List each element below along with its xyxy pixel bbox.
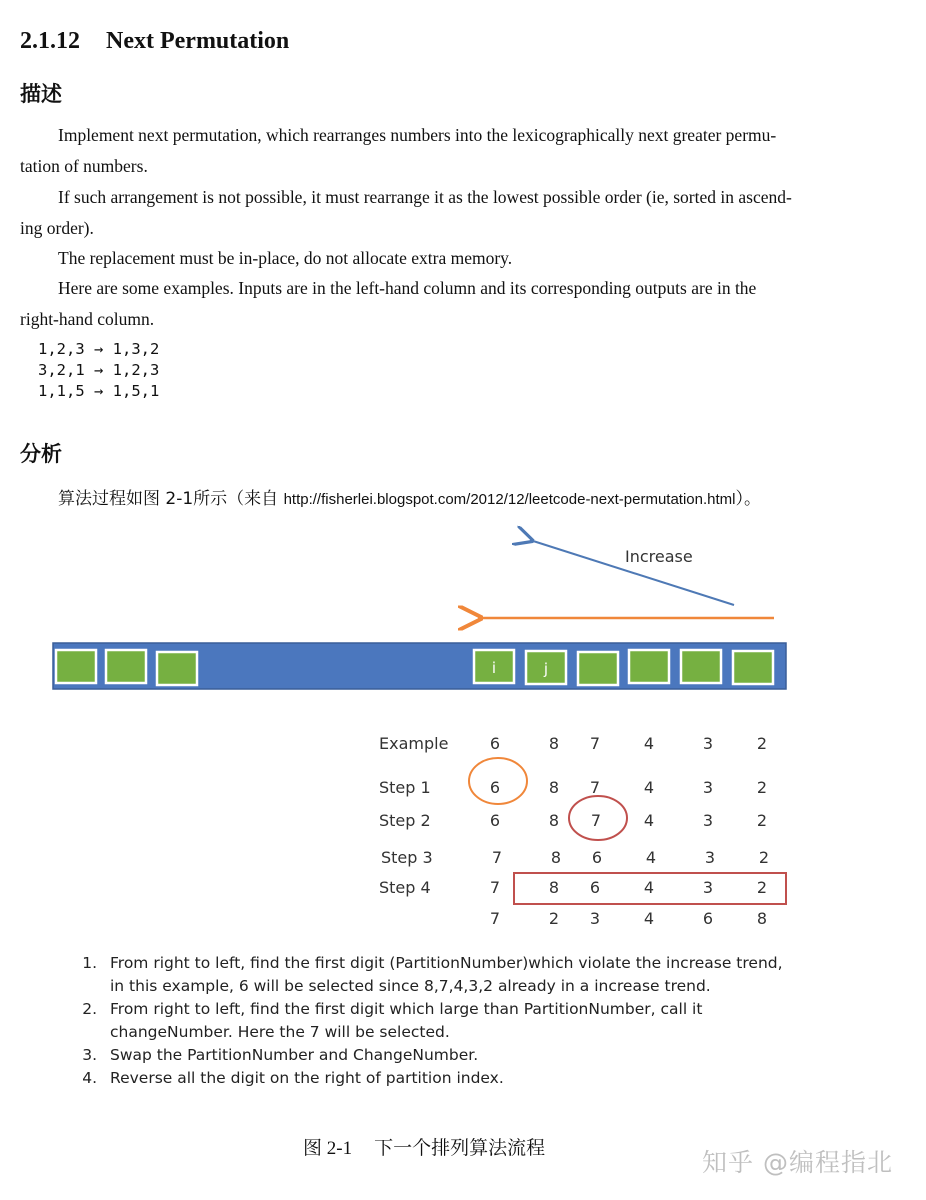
table-cell: 6 bbox=[489, 811, 501, 830]
section-title bbox=[20, 28, 289, 55]
array-cell bbox=[56, 650, 96, 683]
table-cell: 3 bbox=[702, 878, 714, 897]
table-cell: 3 bbox=[589, 909, 601, 928]
table-cell: 3 bbox=[702, 778, 714, 797]
table-cell: 6 bbox=[489, 778, 501, 797]
table-cell: 4 bbox=[643, 778, 655, 797]
table-cell: 8 bbox=[550, 848, 562, 867]
table-cell: 6 bbox=[702, 909, 714, 928]
table-cell: 6 bbox=[489, 734, 501, 753]
row-label: Example bbox=[379, 734, 449, 753]
table-cell: 3 bbox=[702, 734, 714, 753]
list-item: 1. From right to left, find the first digit (PartitionNumber)which violate the increase trend, in this example, 6 will be selected since 8,7,4,3,2 already in a increase trend. bbox=[102, 952, 788, 998]
source-link[interactable]: http://fisherlei.blogspot.com/2012/12/leetcode-next-permutation.html bbox=[283, 491, 736, 508]
row-label: Step 4 bbox=[379, 878, 431, 897]
analysis-suffix: ）。 bbox=[735, 489, 761, 509]
table-cell: 2 bbox=[756, 878, 768, 897]
watermark: 知乎 @编程指北 bbox=[702, 1148, 893, 1177]
permutation-figure bbox=[0, 520, 926, 950]
example-line: 1,1,5 → 1,5,1 bbox=[38, 382, 160, 400]
table-cell: 4 bbox=[643, 811, 655, 830]
table-cell: 7 bbox=[589, 734, 601, 753]
cell-i-label: i bbox=[491, 659, 497, 677]
table-cell: 6 bbox=[589, 878, 601, 897]
example-line: 1,2,3 → 1,3,2 bbox=[38, 340, 160, 358]
table-cell: 4 bbox=[643, 734, 655, 753]
increase-label: Increase bbox=[625, 547, 693, 566]
table-cell: 2 bbox=[758, 848, 770, 867]
list-item: 2. From right to left, find the first digit which large than PartitionNumber, call it changeNumber. Here the 7 will be selected. bbox=[102, 998, 788, 1044]
cell-j-label: j bbox=[543, 660, 549, 678]
example-line: 3,2,1 → 1,2,3 bbox=[38, 361, 160, 379]
table-cell: 8 bbox=[756, 909, 768, 928]
array-cell bbox=[733, 651, 773, 684]
table-cell: 7 bbox=[589, 778, 601, 797]
table-cell: 7 bbox=[491, 848, 503, 867]
steps-list bbox=[68, 952, 788, 1090]
table-cell: 8 bbox=[548, 878, 560, 897]
p1-line2: tation of numbers. bbox=[20, 155, 148, 176]
table-cell: 8 bbox=[548, 734, 560, 753]
paragraph-2 bbox=[20, 182, 854, 243]
table-cell: 4 bbox=[645, 848, 657, 867]
paragraph-1 bbox=[20, 120, 854, 181]
row-label: Step 2 bbox=[379, 811, 431, 830]
examples-block bbox=[38, 339, 159, 402]
table-cell: 7 bbox=[590, 811, 602, 830]
p2-line1: If such arrangement is not possible, it must rearrange it as the lowest possible order (ie, sorted in ascend- bbox=[58, 187, 792, 207]
analysis-text bbox=[58, 484, 761, 509]
array-cell bbox=[106, 650, 146, 683]
row-label: Step 3 bbox=[381, 848, 433, 867]
p1-line1: Implement next permutation, which rearranges numbers into the lexicographically next greater permu- bbox=[58, 125, 777, 145]
p4-line1: Here are some examples. Inputs are in the left-hand column and its corresponding outputs are in the bbox=[58, 278, 757, 298]
figure-caption bbox=[303, 1133, 545, 1160]
array-cell bbox=[629, 650, 669, 683]
table-cell: 6 bbox=[591, 848, 603, 867]
analysis-prefix: 算法过程如图 2-1所示（来自 bbox=[58, 489, 284, 509]
table-cell: 8 bbox=[548, 778, 560, 797]
table-cell: 4 bbox=[643, 878, 655, 897]
row-label: Step 1 bbox=[379, 778, 431, 797]
table-cell: 2 bbox=[756, 778, 768, 797]
p3-line: The replacement must be in-place, do not allocate extra memory. bbox=[58, 248, 513, 268]
array-cell bbox=[578, 652, 618, 685]
figure-title: 下一个排列算法流程 bbox=[374, 1138, 546, 1159]
table-cell: 7 bbox=[489, 909, 501, 928]
table-cell: 2 bbox=[756, 811, 768, 830]
list-item: 3. Swap the PartitionNumber and ChangeNumber. bbox=[102, 1044, 788, 1067]
list-item: 4. Reverse all the digit on the right of partition index. bbox=[102, 1067, 788, 1090]
array-cell bbox=[157, 652, 197, 685]
p4-line2: right-hand column. bbox=[20, 308, 155, 329]
analysis-heading: 分析 bbox=[20, 442, 62, 466]
section-number: 2.1.12 bbox=[20, 28, 80, 54]
description-heading: 描述 bbox=[20, 82, 62, 106]
paragraph-4 bbox=[20, 273, 854, 334]
table-cell: 8 bbox=[548, 811, 560, 830]
array-cell bbox=[681, 650, 721, 683]
table-cell: 2 bbox=[548, 909, 560, 928]
section-name: Next Permutation bbox=[106, 28, 290, 54]
figure-number: 图 2-1 bbox=[303, 1138, 353, 1159]
table-cell: 2 bbox=[756, 734, 768, 753]
p2-line2: ing order). bbox=[20, 217, 94, 238]
table-cell: 7 bbox=[489, 878, 501, 897]
paragraph-3 bbox=[20, 243, 854, 274]
table-cell: 3 bbox=[704, 848, 716, 867]
table-cell: 3 bbox=[702, 811, 714, 830]
table-cell: 4 bbox=[643, 909, 655, 928]
